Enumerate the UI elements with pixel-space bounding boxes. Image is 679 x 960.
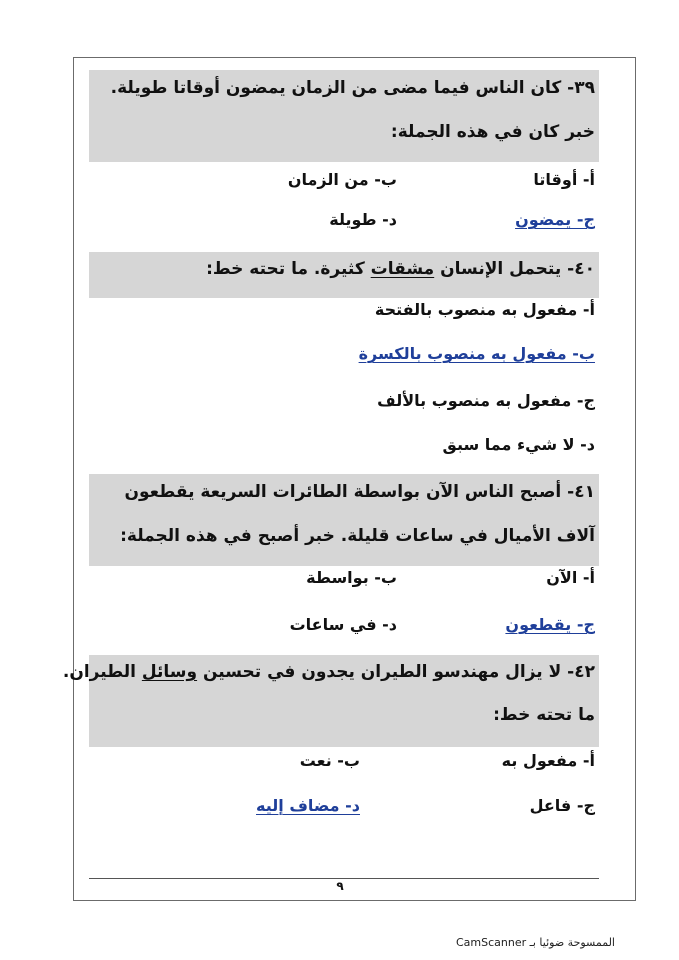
q41-stem-line2: آلاف الأميال في ساعات قليلة. خبر أصبح في هذه الجملة: [120, 526, 595, 546]
q42-option-b: ب- نعت [299, 751, 360, 770]
q39-stem-line1: ٣٩- كان الناس فيما مضى من الزمان يمضون أوقاتا طويلة. [110, 78, 595, 98]
q39-option-d: د- طويلة [329, 210, 397, 229]
q42-option-a: أ- مفعول به [501, 751, 595, 770]
q41-option-b: ب- بواسطة [306, 568, 397, 587]
q42-stem-line1: ٤٢- لا يزال مهندسو الطيران يجدون في تحسين وسائل الطيران. [62, 662, 595, 682]
q42-underlined-word: وسائل [141, 662, 198, 682]
q41-stem-line1: ٤١- أصبح الناس الآن بواسطة الطائرات السريعة يقطعون [124, 482, 595, 502]
q39-option-b: ب- من الزمان [287, 170, 397, 189]
q39-option-a: أ- أوقاتا [533, 170, 595, 189]
camscanner-watermark: الممسوحة ضوئيا بـ CamScanner [455, 936, 615, 949]
q41-option-d: د- في ساعات [289, 615, 397, 634]
q41-option-c-answer: ج- يقطعون [505, 615, 595, 634]
q42-option-d-answer: د- مضاف إليه [256, 796, 360, 815]
q40-option-d: د- لا شيء مما سبق [442, 435, 595, 454]
q40-underlined-word: مشقات [370, 259, 435, 279]
page-number: ٩ [336, 879, 344, 893]
q40-option-b-answer: ب- مفعول به منصوب بالكسرة [358, 344, 595, 363]
q39-option-c-answer: ج- يمضون [515, 210, 595, 229]
q41-option-a: أ- الآن [546, 568, 595, 587]
q42-stem-line2: ما تحته خط: [493, 705, 595, 725]
q40-option-a: أ- مفعول به منصوب بالفتحة [374, 300, 595, 319]
q39-stem-line2: خبر كان في هذه الجملة: [390, 122, 595, 142]
q40-option-c: ج- مفعول به منصوب بالألف [377, 391, 595, 410]
q40-stem-line1: ٤٠- يتحمل الإنسان مشقات كثيرة. ما تحته خط: [206, 259, 595, 279]
q42-option-c: ج- فاعل [529, 796, 595, 815]
